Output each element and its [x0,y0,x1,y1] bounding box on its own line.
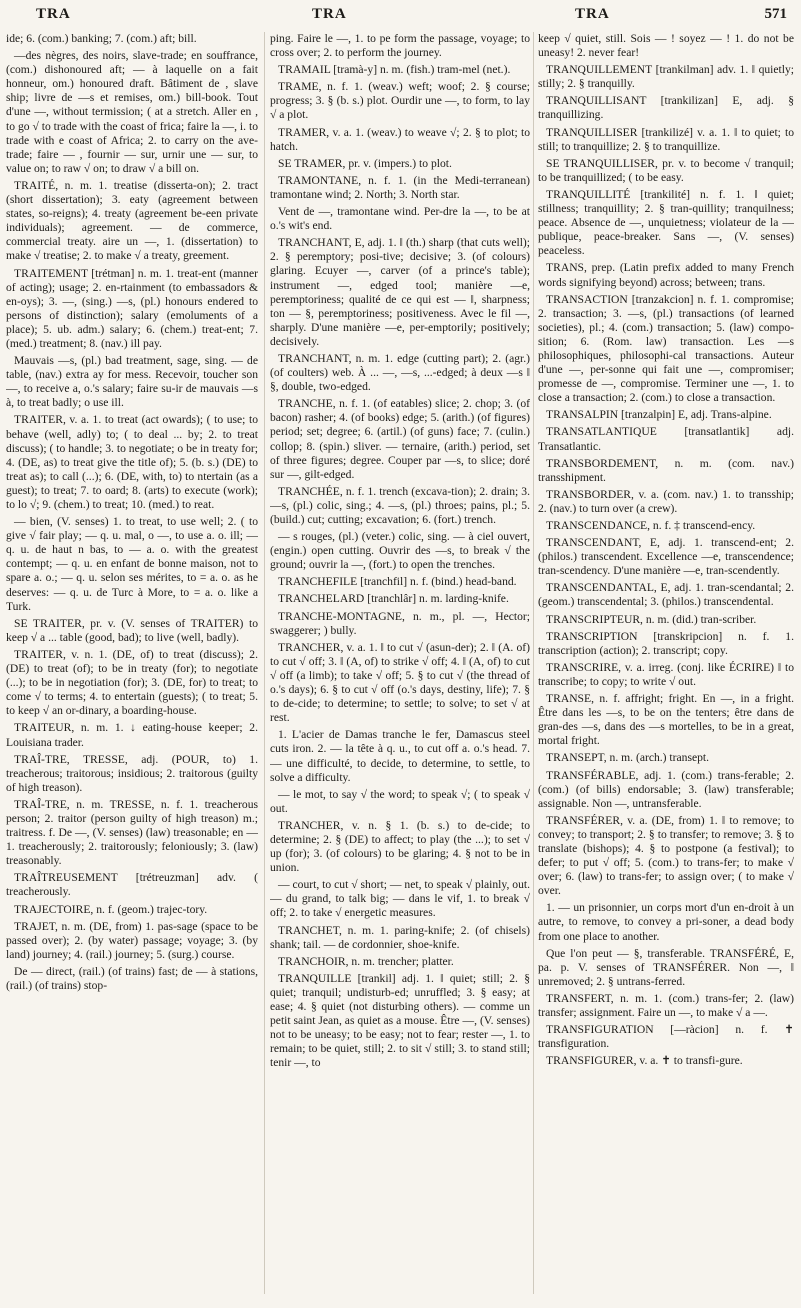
dictionary-entry: TRAITER, v. n. 1. (DE, of) to treat (discuss); 2. (DE) to treat (of); to be in treaty (for); to negotiate (...); to be in negotiation (for); 3. (DE, for) to treat; to come √ to terms; 4. to entertain (guests); ( to treat; 5. to keep √ an or-dinary, a boarding-house. [6,647,258,718]
dictionary-entry: Que l'on peut — §, transferable. TRANSFÉRÉ, E, pa. p. V. senses of TRANSFÉRER. Non —, ‖ unremoved; 2. § untrans-ferred. [538,946,794,988]
dictionary-entry: TRANSCRIRE, v. a. irreg. (conj. like ÉCRIRE) ‖ to transcribe; to copy; to write √ out. [538,660,794,688]
dictionary-entry: TRANSATLANTIQUE [transatlantik] adj. Transatlantic. [538,425,794,453]
dictionary-entry: TRANQUILLE [trankil] adj. 1. ‖ quiet; still; 2. § quiet; tranquil; undisturb-ed; unruffled; 3. § easy; at ease; 4. § quiet (not disturbing others). — comme un petit saint Jean, as quiet as a mouse. Être —, (V. senses) not to be uneasy; to be easy; not to fear; rester —, 1. to remain; to be quiet, still; 2. to sit √ still; 3. to stand still; tenir —, to [270,971,530,1070]
dictionary-entry: TRAMAIL [tramà-y] n. m. (fish.) tram-mel (net.). [278,63,511,77]
dictionary-entry: TRANQUILLEMENT [trankilman] adv. 1. ‖ quietly; stilly; 2. § tranquilly. [538,63,794,91]
dictionary-entry: TRANCHE-MONTAGNE, n. m., pl. —, Hector; swaggerer; ) bully. [270,609,530,637]
dictionary-entry: TRANQUILLISER [trankilizé] v. a. 1. ‖ to quiet; to still; to tranquillize; 2. § to tranquillize. [538,125,794,153]
dictionary-entry: TRANSCENDANT, E, adj. 1. transcend-ent; 2. (philos.) transcendent. Excellence —e, transcendence; tran-scendency. D'une manière —e, tran-scendently. [538,536,794,578]
dictionary-entry: TRANSCRIPTION [transkripcion] n. f. 1. transcription (action); 2. transcript; copy. [538,629,794,657]
dictionary-entry: TRAME, n. f. 1. (weav.) weft; woof; 2. § course; progress; 3. § (b. s.) plot. Ourdir une —, to form, to lay √ a plot. [270,80,530,122]
dictionary-entry: TRANSE, n. f. affright; fright. En —, in a fright. Être dans les —s, to be on the tenters; être dans de gran-des —s, dans des —s mortelles, to be in a great, mortal fright. [538,692,794,748]
dictionary-entry: ping. Faire le —, 1. to pe form the passage, voyage; to cross over; 2. to perform the journey. [270,32,530,60]
dictionary-entry: Mauvais —s, (pl.) bad treatment, sage, sing. — de table, (nav.) extra ay for mess. Recevoir, toucher son —, to receive a, o.'s salary; faire su-ir de mauvais —s à, to treat badly; o use ill. [6,354,258,410]
column-right [538,32,794,1300]
dictionary-entry: TRAITEUR, n. m. 1. ↓ eating-house keeper; 2. Louisiana trader. [6,721,258,749]
dictionary-entry: 1. — un prisonnier, un corps mort d'un en-droit à un autre, to remove, to convey a pri-soner, a dead body from one place to another. [538,901,794,943]
dictionary-entry: TRAJECTOIRE, n. f. (geom.) trajec-tory. [14,902,208,916]
column-middle [270,32,530,1300]
dictionary-entry: TRAMONTANE, n. f. 1. (in the Medi-terranean) tramontane wind; 2. North; 3. North star. [270,173,530,201]
dictionary-entry: TRAITER, v. a. 1. to treat (act owards); ( to use; to behave (well, adly) to; ( to deal ... by; 2. to treat discuss); ( to handle; 3. to negotiate; o be in treaty for; 4. (DE, as) to treat give the title of); 5. (b. s.) (DE) to treat as); to call (...); 6. (DE, with, to) to ntertain (as a guest); to treat; 7. to oard; 8. (arts) to execute (work); to lo √; 9. (chem.) to treat; 10. (med.) to reat. [6,413,258,511]
dictionary-entry: TRAÎ-TRE, TRESSE, adj. (POUR, to) 1. treacherous; traitorous; insidious; 2. traitorous (guilty of high treason). [6,752,258,794]
dictionary-entry: — le mot, to say √ the word; to speak √; ( to speak √ out. [270,787,530,815]
dictionary-entry: TRANQUILLISANT [trankilizan] E, adj. § tranquillizing. [538,94,794,122]
dictionary-entry: TRAMER, v. a. 1. (weav.) to weave √; 2. § to plot; to hatch. [270,125,530,153]
dictionary-entry: keep √ quiet, still. Sois — ! soyez — ! 1. do not be uneasy! 2. never fear! [538,32,794,60]
dictionary-entry: TRANSCENDANCE, n. f. ‡ transcend-ency. [546,519,756,532]
dictionary-entry: TRANQUILLITÉ [trankilité] n. f. 1. ‖ quiet; stillness; tranquillity; 2. § tran-quillity; tranquilness; peace. Absence de —, unquietness; violateur de la — publique, peace-breaker. Sans —, (V. senses) peaceless. [538,187,794,258]
dictionary-entry: TRANSACTION [tranzakcion] n. f. 1. compromise; 2. transaction; 3. —s, (pl.) transactions (of learned societies), pl.; 4. (com.) transaction; 5. (law) compo-sition; 6. (Rom. law) transaction. Les —s philosophiques, philosophi-cal transactions. Auteur d'une —, per-sonne qui fait une —, compromiser; promesse de —, compromise. Terminer une —, 1. to close a transaction; 2. (com.) to close a transaction. [538,292,794,405]
running-header [0,6,801,28]
dictionary-entry: TRANSFIGURER, v. a. ✝ to transfi-gure. [546,1054,743,1068]
dictionary-entry: TRANSBORDER, v. a. (com. nav.) 1. to transship; 2. (nav.) to turn over (a crew). [538,487,794,515]
dictionary-entry: TRANCHANT, n. m. 1. edge (cutting part); 2. (agr.) (of coulters) web. À ... —, —s, ...-edged; à deux —s ‖ §, double, two-edged. [270,351,530,394]
dictionary-entry: SE TRAITER, pr. v. (V. senses of TRAITER) to keep √ a ... table (good, bad); to live (well, badly). [6,616,258,644]
column-divider [264,32,265,1294]
dictionary-entry: — bien, (V. senses) 1. to treat, to use well; 2. ( to give √ fair play; — q. u. mal, o —, to use a. o. ill; — q. u. de haut n bas, to — a. o. with the greatest contempt; — q. u. en enfant de bonne maison, not to spare a. o.; — q. u. selon ses mérites, to = a. o. as he deserves: — q. u. de Turc à More, to = a. o. like a Turk. [6,515,258,613]
page-number: 571 [764,6,787,22]
dictionary-entry: TRANCHELARD [tranchlâr] n. m. larding-knife. [278,592,509,606]
header-right-guideword: TRA [575,6,610,22]
dictionary-entry: TRANSFÉRER, v. a. (DE, from) 1. ‖ to remove; to convey; to transport; 2. § to transfer; to remove; 3. § to translate (bishops); 4. § to postpone (a festival); to defer; to put √ off; 5. (com.) to trans-fer; to make √ over; 6. (law) to trans-fer; to assign over; ( to make √ over. [538,813,794,898]
column-left [6,32,258,1300]
dictionary-entry: — court, to cut √ short; — net, to speak √ plainly, out. — du grand, to talk big; — dans le vif, 1. to break √ off; 2. to take √ energetic measures. [270,878,530,920]
dictionary-entry: TRANSEPT, n. m. (arch.) transept. [546,751,710,765]
dictionary-entry: TRAITEMENT [trétman] n. m. 1. treat-ent (manner of acting); usage; 2. en-rtainment (to embassadors & en-oys); 3. —, (sing.) —s, (pl.) honours endered to persons of distinction); salary (emoluments of a place); 5. ub. adm.) salary; 6. (chem.) treat-ent; 7. (med.) treatment; 8. (nav.) ill pay. [6,266,258,350]
dictionary-entry: TRANSALPIN [tranzalpin] E, adj. Trans-alpine. [546,408,772,422]
dictionary-entry: TRANSBORDEMENT, n. m. (com. nav.) transshipment. [538,456,794,484]
dictionary-entry: 1. L'acier de Damas tranche le fer, Damascus steel cuts iron. 2. — la tête à q. u., to cut off a. o.'s head. 7. — une difficulté, to decide, to determine, to settle, to solve a difficulty. [270,728,530,784]
header-left-guideword: TRA [36,6,71,22]
dictionary-entry: SE TRANQUILLISER, pr. v. to become √ tranquil; to be tranquillized; ( to be easy. [538,156,794,184]
dictionary-entry: TRAÎTREUSEMENT [trétreuzman] adv. ( treacherously. [6,871,258,899]
dictionary-entry: TRANCHET, n. m. 1. paring-knife; 2. (of chisels) shank; tail. — de cordonnier, shoe-knife. [270,923,530,951]
dictionary-entry: TRAJET, n. m. (DE, from) 1. pas-sage (space to be passed over); 2. (by water) passage; voyage; 3. (by land) journey; 4. (rail.) journey; 5. (surg.) course. [6,919,258,961]
dictionary-entry: TRANCHER, v. a. 1. ‖ to cut √ (asun-der); 2. ‖ (A. of) to cut √ off; 3. ‖ (A, of) to strike √ off; 4. ‖ (A, of) to cut √ off (a limb); to take √ off; 5. § to cut √ (the thread of o.'s days); 6. § to cut √ off (o.'s days, destiny, life); 7. § to de-cide; to determine; to settle; to solve; to set √ at rest. [270,640,530,725]
dictionary-entry: TRANSFIGURATION [—ràcion] n. f. ✝ transfiguration. [538,1023,794,1051]
header-middle-guideword: TRA [312,6,347,22]
dictionary-entry: TRANSCRIPTEUR, n. m. (did.) tran-scriber. [546,612,757,626]
dictionary-entry: TRAITÉ, n. m. 1. treatise (disserta-on); 2. tract (short dissertation); 3. eaty (agreement between states, so-reigns); 4. treaty (agreement be-een private individuals); agreement. — de commerce, commercial treaty. aire un —, 1. (dissertation) to make √ treatise; 2. to make √ a treaty, greement. [6,178,258,263]
dictionary-entry: —des nègres, des noirs, slave-trade; en souffrance, (com.) dishonoured aft; — à laquelle on a fait honneur, om.) honoured draft. Bâtiment de , slave ship; livre de —s et remises, om.) bill-book. Tout d'une —, without termission; ( at a stretch. Aller en , to go √ to trade with the coast of frica; faire la —, i. to trade with e coast of Africa; 2. to carry on the ave-trade; faire — , fournir — sur, urnir une — sur, to value on; to raw √ on; to draw √ a bill on. [6,49,258,175]
column-divider [533,32,534,1294]
dictionary-entry: SE TRAMER, pr. v. (impers.) to plot. [278,156,452,170]
dictionary-entry: TRANS, prep. (Latin prefix added to many French words signifying beyond) across; between; trans. [538,261,794,289]
dictionary-entry: TRANSCENDANTAL, E, adj. 1. tran-scendantal; 2. (geom.) transcendental; 3. (philos.) transcendental. [538,581,794,609]
dictionary-entry: TRANCHÉE, n. f. 1. trench (excava-tion); 2. drain; 3. —s, (pl.) colic, sing.; 4. —s, (pl.) throes; pains, pl.; 5. (build.) cut; cutting; excavation; 6. (fort.) trench. [270,484,530,526]
dictionary-entry: De — direct, (rail.) (of trains) fast; de — à stations, (rail.) (of trains) stop- [6,964,258,992]
dictionary-entry: TRANCHEFILE [tranchfil] n. f. (bind.) head-band. [278,575,517,589]
dictionary-entry: ide; 6. (com.) banking; 7. (com.) aft; bill. [6,32,197,45]
dictionary-entry: TRANCHER, v. n. § 1. (b. s.) to de-cide; to determine; 2. § (DE) to affect; to play (the ...); to set √ up (for); 3. (of colours) to be glaring; 4. § not to be in union. [270,818,530,875]
dictionary-entry: TRANCHE, n. f. 1. (of eatables) slice; 2. chop; 3. (of bacon) rasher; 4. (of books) edge; 5. (arith.) (of figures) period; set; degree; 6. (artil.) (of guns) face; 7. (culin.) collop; 8. (spin.) sliver. — ternaire, (arith.) period, set of three figures; degree. Couper par —s, to slice; doré sur —, gilt-edged. [270,397,530,481]
dictionary-entry: — s rouges, (pl.) (veter.) colic, sing. — à ciel ouvert, (engin.) open cutting. Ouvrir des —s, to break √ the ground; ouvrir la —, (fort.) to open the trenches. [270,530,530,572]
dictionary-entry: Vent de —, tramontane wind. Per-dre la —, to be at o.'s wit's end. [270,205,530,233]
dictionary-entry: TRAÎ-TRE, n. m. TRESSE, n. f. 1. treacherous person; 2. traitor (person guilty of high treason) m.; traitress. f. De —, (V. senses) (law) treasonable; en — 1. treacherously; 2. traitorously; feloniously; 3. (law) treasonably. [6,797,258,868]
dictionary-entry: TRANCHOIR, n. m. trencher; platter. [278,954,454,968]
dictionary-entry: TRANSFERT, n. m. 1. (com.) trans-fer; 2. (law) transfer; assignment. Faire un —, to make √ a —. [538,991,794,1019]
dictionary-entry: TRANSFÉRABLE, adj. 1. (com.) trans-ferable; 2. (com.) (of bills) endorsable; 3. (law) transferable; assignable. Non —, untransferable. [538,768,794,810]
dictionary-entry: TRANCHANT, E, adj. 1. ‖ (th.) sharp (that cuts well); 2. § peremptory; posi-tive; decisive; 3. (of colours) glaring. Ecuyer —, carver (of a prince's table); instrument —, edged tool; manière —e, peremptoriness; qualité de ce qui est — ‖, sharpness; ton — §, peremptoriness; positiveness. Avec le fil —, sharply. D'une manière —e, per-emptorily; positively; decisively. [270,236,530,348]
